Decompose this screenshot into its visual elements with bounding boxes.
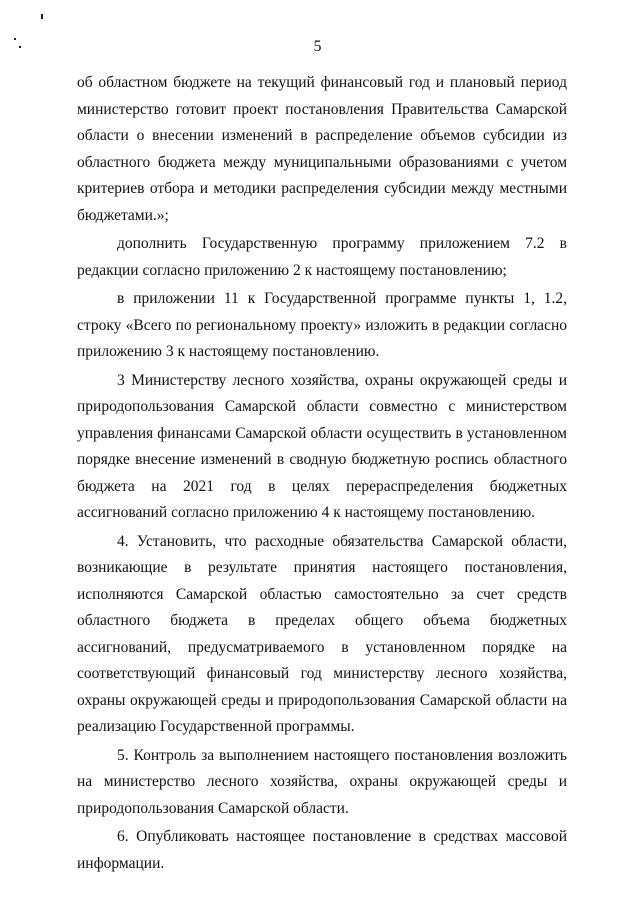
paragraph-item-5: 5. Контроль за выполнением настоящего постановления возложить на министерство лесного хозяйства, охраны окружающей среды и природопользования Самарской области. (77, 746, 567, 817)
paragraph-add-appendix: дополнить Государственную программу приложением 7.2 в редакции согласно приложению 2 к настоящему постановлению; (77, 235, 567, 279)
paragraph-item-4: 4. Установить, что расходные обязательства Самарской области, возникающие в результате принятия настоящего постановления, исполняются Самарской областью самостоятельно за счет средств областного бюджета в пределах общего объема бюджетных ассигнований, предусматриваемого в установленном порядке на соответствующий финансовый год министерству лесного хозяйства, охраны окружающей среды и природопользования Самарской области на реализацию Государственной программы. (77, 532, 567, 735)
scan-artifact-mark (41, 14, 43, 19)
paragraph-continuation: об областном бюджете на текущий финансовый год и плановый период министерство готовит проект постановления Правительства Самарской области о внесении изменений в распределение объемов субсидии из областного бюджета между муниципальными образованиями с учетом критериев отбора и методики распределения субсидии между местными бюджетами.»; (77, 74, 567, 224)
paragraph-item-3: 3 Министерству лесного хозяйства, охраны окружающей среды и природопользования Самарской области совместно с министерством управления финансами Самарской области осуществить в установленном порядке внесение изменений в сводную бюджетную роспись областного бюджета на 2021 год в целях перераспределения бюджетных ассигнований согласно приложению 4 к настоящему постановлению. (77, 371, 567, 521)
paragraph-appendix-11: в приложении 11 к Государственной программе пункты 1, 1.2, строку «Всего по региональному проекту» изложить в редакции согласно приложению 3 к настоящему постановлению. (77, 290, 567, 360)
document-body (77, 70, 567, 877)
paragraph-item-6: 6. Опубликовать настоящее постановление в средствах массовой информации. (77, 828, 567, 872)
page-number: 5 (313, 38, 322, 55)
